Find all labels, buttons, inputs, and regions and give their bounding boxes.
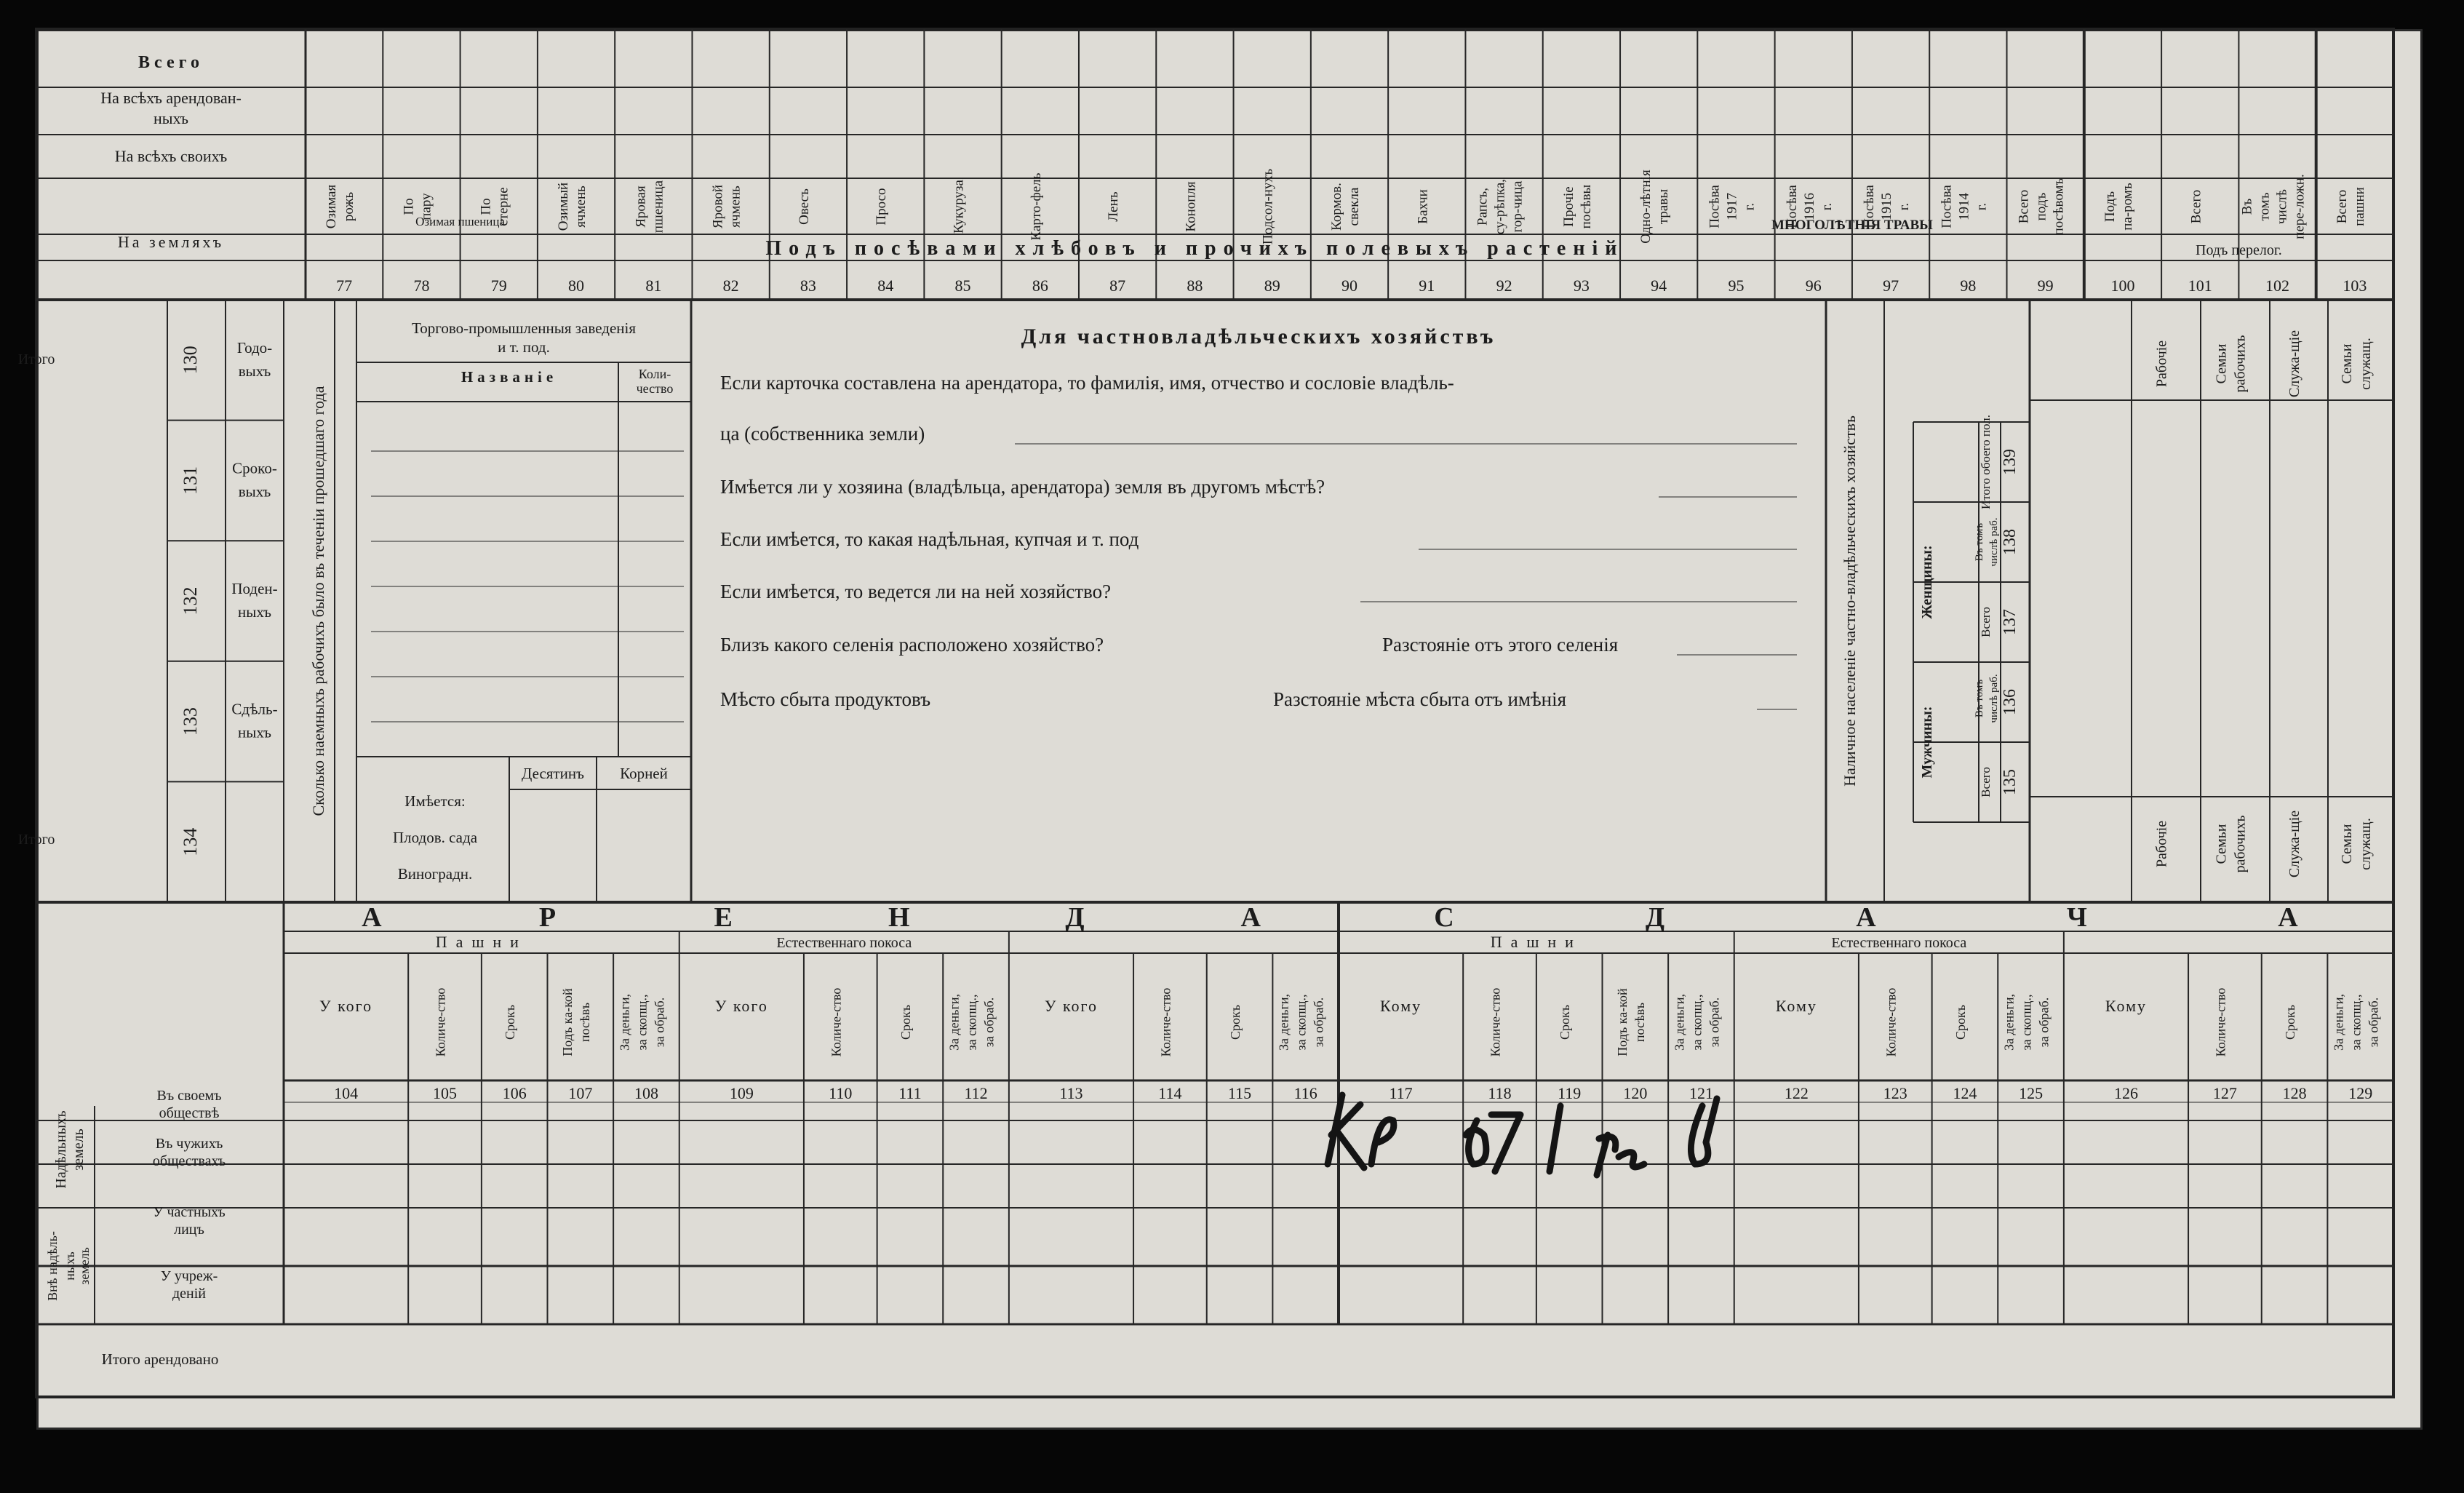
bottom-col-num-118: 118 (1488, 1084, 1512, 1102)
top-col-num-92: 92 (1496, 276, 1512, 295)
top-col-header-97: Посѣва (1862, 185, 1878, 228)
top-col-header-80: Озимый (556, 182, 572, 231)
pop-header-top-1: Семьи (2213, 343, 2230, 384)
workers-vertical-title: Сколько наемныхъ рабочихъ было въ теченіи прошедшаго года (309, 386, 327, 816)
private-line-6: Близъ какого селенія расположено хозяйство? (720, 634, 1104, 656)
top-col-num-82: 82 (722, 276, 739, 295)
bottom-col-header-125: за обраб. (2036, 997, 2052, 1048)
pod-perelog-label: Подъ перелог. (2196, 242, 2282, 258)
bottom-col-header-129: За деньги, (2331, 993, 2346, 1051)
private-line-2: ца (собственника земли) (720, 423, 925, 445)
form-grid (17, 29, 2423, 1430)
top-col-header-89: Подсол-нухъ (1260, 168, 1276, 245)
bottom-col-header-127: Количе-ство (2213, 987, 2228, 1057)
sdacha-pashni-label: Пашни (1490, 933, 1582, 951)
top-col-header-88: Конопля (1183, 181, 1199, 232)
arenda-letter: Е (714, 902, 733, 933)
bottom-col-header-125: за скопщ., (2019, 994, 2034, 1051)
pop-header-bottom-0: Рабочіе (2153, 820, 2170, 868)
bottom-col-header-121: за скопщ., (1689, 994, 1705, 1051)
top-col-header-92: гор-чица (1510, 180, 1526, 233)
mnogoletnie-travy-label: МНОГОЛѢТНІЯ ТРАВЫ (1771, 218, 1933, 233)
sdacha-letter: А (2278, 902, 2298, 933)
bottom-col-header-126: Кому (2105, 997, 2148, 1015)
arenda-pokos-label: Естественнаго покоса (776, 935, 912, 951)
top-col-header-84: Просо (874, 188, 890, 226)
top-col-header-78: По (401, 198, 417, 215)
bottom-col-header-104: У кого (319, 997, 373, 1015)
pop-header-bottom-2: Служа-щіе (2286, 810, 2302, 878)
desyatin-label: Десятинъ (522, 765, 584, 782)
bottom-col-header-113: У кого (1044, 997, 1099, 1015)
top-col-num-85: 85 (954, 276, 971, 295)
trade-name-header: Названіе (460, 368, 558, 386)
row-group-nadelnykh-2: земель (71, 1128, 87, 1171)
band-title: Подъ посѣвами хлѣбовъ и прочихъ полевыхъ растеній (765, 237, 1624, 260)
workers-label-131: Сроко- (232, 459, 277, 477)
bottom-col-header-114: Количе-ство (1158, 987, 1173, 1057)
sdacha-letter: Д (1645, 902, 1665, 933)
top-col-header-100: па-ромъ (2119, 183, 2135, 231)
bottom-col-header-105: Количе-ство (433, 987, 448, 1057)
top-col-header-97: 1915 (1879, 193, 1895, 220)
private-title: Для частновладѣльческихъ хозяйствъ (1021, 325, 1496, 349)
bottom-col-header-121: За деньги, (1672, 993, 1687, 1051)
pop-header-bottom-3: Семьи (2339, 824, 2355, 864)
workers-num-130: 130 (180, 346, 201, 375)
bottom-col-header-108: за обраб. (652, 997, 667, 1048)
top-col-header-79: По (478, 198, 494, 215)
bottom-col-header-124: Срокъ (1953, 1004, 1968, 1040)
bottom-col-header-112: за скопщ., (964, 994, 979, 1051)
top-col-header-81: пшеница (650, 180, 666, 234)
workers-label-130-b: выхъ (238, 362, 271, 380)
top-col-header-78: пару (418, 193, 434, 220)
bottom-col-header-107: Подъ ка-кой (559, 988, 575, 1056)
row-group-vne-2: ныхъ (63, 1251, 77, 1281)
pop-header-top-2: Служа-щіе (2286, 330, 2302, 398)
workers-label-132: Поден- (231, 580, 278, 597)
ozimaya-pshenitsa-label: Озимая пшеница (415, 215, 506, 228)
bottom-col-header-123: Количе-ство (1883, 987, 1899, 1057)
row-group-vne: Внѣ надѣль- (45, 1231, 60, 1301)
bottom-col-header-109: У кого (714, 997, 768, 1015)
top-col-header-103: пашни (2351, 187, 2367, 226)
women-label: Женщины: (1919, 545, 1935, 619)
top-col-header-77: Озимая (324, 184, 340, 229)
pop-header-top-0: Рабочіе (2153, 340, 2170, 388)
private-line-7: Разстояніе отъ этого селенія (1382, 634, 1619, 656)
top-col-num-79: 79 (490, 276, 507, 295)
sdacha-letter: Ч (2067, 902, 2087, 933)
bottom-col-num-125: 125 (2019, 1084, 2044, 1102)
row-u-uchrezh: У учреж- (160, 1268, 218, 1284)
bottom-col-num-124: 124 (1953, 1084, 1977, 1102)
workers-num-133: 133 (180, 707, 201, 736)
top-col-header-90: Кормов. (1329, 183, 1344, 231)
row-label-arendovannykh: На всѣхъ арендован- (100, 89, 242, 107)
bottom-col-num-106: 106 (502, 1084, 527, 1102)
bottom-col-num-111: 111 (898, 1084, 922, 1102)
private-line-4: Если имѣется, то какая надѣльная, купчая и т. под (720, 528, 1139, 550)
private-line-8: Мѣсто сбыта продуктовъ (720, 688, 931, 710)
row-label-svoikh: На всѣхъ своихъ (114, 147, 228, 165)
vinograd-label: Виноградн. (397, 865, 473, 883)
bottom-col-num-117: 117 (1389, 1084, 1413, 1102)
imeetsya-label: Имѣется: (404, 792, 466, 810)
top-col-header-94: травы (1656, 188, 1672, 225)
trade-qty-header: Коли- (638, 367, 671, 381)
men-working-age: Въ томъ (1974, 679, 1985, 718)
top-col-header-95: г. (1742, 202, 1758, 211)
top-col-header-96: Посѣва (1784, 185, 1800, 228)
sad-label: Плодов. сада (392, 829, 478, 846)
total-both-label: Итого обоего пол. (1979, 414, 1993, 510)
population-num-138: 138 (2001, 529, 2020, 555)
top-col-header-98: 1914 (1956, 193, 1972, 220)
men-label: Мужчины: (1919, 706, 1935, 779)
pop-header-top-3: Семьи (2339, 343, 2355, 384)
top-col-num-93: 93 (1573, 276, 1590, 295)
bottom-col-num-110: 110 (829, 1084, 853, 1102)
arenda-letter: Н (888, 902, 910, 933)
bottom-col-header-129: за скопщ., (2348, 994, 2364, 1051)
top-col-header-100: Подъ (2102, 191, 2118, 223)
bottom-col-header-125: За деньги, (2001, 993, 2017, 1051)
top-col-header-80: ячмень (573, 186, 589, 228)
row-label-na-zemlyakh: На земляхъ (117, 233, 225, 251)
top-col-num-98: 98 (1960, 276, 1977, 295)
row-u-chastnykh-2: лицъ (174, 1222, 204, 1238)
bottom-col-header-120: посѣвъ (1632, 1002, 1647, 1043)
bottom-col-num-107: 107 (568, 1084, 593, 1102)
arenda-letter: Д (1065, 902, 1085, 933)
top-col-header-102: Въ (2239, 198, 2255, 215)
top-col-header-92: су-рѣпка, (1492, 178, 1508, 235)
bottom-col-num-105: 105 (433, 1084, 458, 1102)
top-col-header-81: Яровая (633, 186, 649, 228)
row-label-vsego: Всего (138, 53, 204, 72)
top-col-header-92: Рапсъ, (1475, 188, 1491, 226)
top-col-header-98: г. (1974, 202, 1990, 211)
bottom-col-header-119: Срокъ (1558, 1004, 1573, 1040)
top-col-header-103: Всего (2334, 189, 2350, 224)
top-col-num-86: 86 (1032, 276, 1048, 295)
top-col-num-99: 99 (2037, 276, 2054, 295)
row-group-vne-3: земель (77, 1247, 92, 1285)
workers-label-132-b: ныхъ (238, 603, 271, 621)
bottom-col-num-115: 115 (1227, 1084, 1252, 1102)
top-col-header-96: 1916 (1801, 193, 1817, 220)
bottom-col-header-118: Количе-ство (1488, 987, 1503, 1057)
row-label-arendovannykh-2: ныхъ (153, 109, 189, 127)
trade-title: Торгово-промышленныя заведенія (412, 319, 636, 337)
bottom-col-header-108: За деньги, (617, 993, 632, 1051)
top-col-num-84: 84 (877, 276, 894, 295)
top-col-header-85: Кукуруза (951, 180, 967, 234)
bottom-col-num-108: 108 (634, 1084, 658, 1102)
bottom-col-num-113: 113 (1059, 1084, 1083, 1102)
bottom-col-num-123: 123 (1883, 1084, 1907, 1102)
pop-header-top-3: служащ. (2358, 338, 2374, 390)
bottom-col-header-117: Кому (1380, 997, 1422, 1015)
bottom-col-num-129: 129 (2348, 1084, 2373, 1102)
bottom-col-num-109: 109 (729, 1084, 754, 1102)
top-col-num-97: 97 (1883, 276, 1899, 295)
workers-label-133-b: ныхъ (238, 723, 271, 741)
top-col-num-101: 101 (2188, 276, 2212, 295)
bottom-col-header-106: Срокъ (503, 1004, 518, 1040)
trade-title-2: и т. под. (498, 338, 550, 356)
top-col-num-91: 91 (1419, 276, 1435, 295)
census-card-sheet (17, 29, 2423, 1430)
row-v-chuzhikh: Въ чужихъ (155, 1136, 223, 1152)
top-col-num-103: 103 (2343, 276, 2367, 295)
bottom-col-num-122: 122 (1784, 1084, 1809, 1102)
top-col-header-90: свекла (1347, 187, 1362, 226)
workers-num-134: 134 (180, 827, 201, 856)
population-num-139: 139 (2001, 449, 2020, 475)
bottom-col-header-121: за обраб. (1707, 997, 1722, 1048)
top-col-num-102: 102 (2265, 276, 2290, 295)
arenda-letter: А (362, 902, 382, 933)
top-col-header-93: посѣвы (1578, 184, 1594, 229)
women-working-age-2: числѣ раб. (1988, 517, 2000, 567)
bottom-col-header-111: Срокъ (898, 1004, 913, 1040)
trade-qty-header-2: чество (636, 381, 674, 396)
top-col-header-83: Овесъ (796, 188, 812, 225)
row-v-svoem-2: обществѣ (159, 1105, 220, 1121)
top-col-header-87: Ленъ (1106, 191, 1122, 222)
bottom-col-header-115: Срокъ (1228, 1004, 1243, 1040)
bottom-col-num-119: 119 (1558, 1084, 1582, 1102)
row-v-chuzhikh-2: обществахъ (152, 1153, 226, 1169)
top-col-header-86: Карто-фель (1028, 172, 1044, 241)
workers-label-130: Годо- (236, 338, 273, 357)
workers-num-132: 132 (180, 586, 201, 616)
workers-num-131: 131 (180, 466, 201, 495)
private-line-9: Разстояніе мѣста сбыта отъ имѣнія (1273, 688, 1567, 710)
arenda-letter: А (1240, 902, 1261, 933)
pop-header-top-4: Итого (17, 351, 55, 367)
top-col-header-95: 1917 (1724, 193, 1740, 220)
top-col-num-83: 83 (800, 276, 816, 295)
population-vertical-title: Наличное населеніе частно-владѣльческихъ хозяйствъ (1841, 415, 1859, 787)
population-num-136: 136 (2001, 689, 2020, 715)
top-col-num-87: 87 (1109, 276, 1126, 295)
top-col-header-94: Одно-лѣтнія (1638, 170, 1654, 244)
bottom-col-header-112: за обраб. (981, 997, 997, 1048)
bottom-col-header-110: Количе-ство (829, 987, 844, 1057)
bottom-col-header-116: за обраб. (1311, 997, 1326, 1048)
sdacha-letter: С (1434, 902, 1454, 933)
arenda-pashni-label: Пашни (435, 933, 527, 951)
bottom-col-header-116: За деньги, (1276, 993, 1291, 1051)
bottom-col-num-114: 114 (1158, 1084, 1182, 1102)
row-group-nadelnykh: Надѣльныхъ (53, 1110, 69, 1189)
bottom-col-num-112: 112 (964, 1084, 988, 1102)
top-col-num-88: 88 (1187, 276, 1203, 295)
pop-header-bottom-4: Итого (17, 832, 55, 848)
bottom-col-num-104: 104 (334, 1084, 359, 1102)
bottom-col-header-116: за скопщ., (1293, 994, 1309, 1051)
population-num-137: 137 (2001, 609, 2020, 635)
bottom-col-header-120: Подъ ка-кой (1614, 988, 1630, 1056)
population-num-135: 135 (2001, 769, 2020, 795)
top-col-header-99: Всего (2016, 189, 2032, 224)
top-col-header-95: Посѣва (1707, 185, 1723, 228)
top-col-header-96: г. (1819, 202, 1835, 211)
pop-header-bottom-1: Семьи (2213, 824, 2230, 864)
top-col-num-96: 96 (1805, 276, 1822, 295)
private-line-5: Если имѣется, то ведется ли на ней хозяйство? (720, 581, 1112, 602)
top-col-header-101: Всего (2188, 189, 2204, 224)
top-col-header-99: подъ (2033, 192, 2049, 221)
private-line-1: Если карточка составлена на арендатора, то фамилія, имя, отчество и сословіе владѣль- (720, 372, 1454, 394)
top-col-num-80: 80 (568, 276, 585, 295)
top-col-header-79: стерне (495, 187, 511, 226)
top-col-header-91: Бахчи (1415, 189, 1431, 224)
top-col-header-99: посѣвомъ (2051, 178, 2067, 236)
arenda-letter: Р (538, 902, 557, 933)
top-col-header-97: г. (1897, 202, 1913, 211)
korney-label: Корней (620, 765, 668, 782)
top-col-num-81: 81 (645, 276, 662, 295)
women-working-age: Въ томъ (1974, 522, 1985, 562)
top-col-num-94: 94 (1651, 276, 1667, 295)
top-col-num-100: 100 (2110, 276, 2135, 295)
top-col-header-82: ячмень (727, 186, 743, 228)
bottom-col-num-116: 116 (1293, 1084, 1317, 1102)
pop-header-bottom-1: рабочихъ (2232, 815, 2249, 873)
men-vsego: Всего (1979, 767, 1993, 797)
bottom-col-header-129: за обраб. (2366, 997, 2381, 1048)
pop-header-top-1: рабочихъ (2232, 335, 2249, 393)
bottom-col-num-126: 126 (2113, 1084, 2138, 1102)
sdacha-pokos-label: Естественнаго покоса (1831, 935, 1967, 951)
bottom-col-header-122: Кому (1775, 997, 1817, 1015)
top-col-num-77: 77 (336, 276, 353, 295)
total-arendovano: Итого арендовано (101, 1350, 219, 1368)
bottom-col-header-108: за скопщ., (634, 994, 650, 1051)
top-col-header-102: томъ (2257, 192, 2273, 221)
top-col-header-102: числѣ (2274, 189, 2290, 224)
handwritten-entry (1328, 1095, 1717, 1175)
row-v-svoem: Въ своемъ (156, 1088, 222, 1104)
men-working-age-2: числѣ раб. (1988, 674, 2000, 723)
bottom-col-num-127: 127 (2212, 1084, 2237, 1102)
bottom-col-num-120: 120 (1623, 1084, 1648, 1102)
bottom-col-num-121: 121 (1688, 1084, 1713, 1102)
bottom-col-num-128: 128 (2282, 1084, 2307, 1102)
workers-label-131-b: выхъ (238, 482, 271, 501)
bottom-col-header-112: За деньги, (946, 993, 962, 1051)
top-col-num-78: 78 (413, 276, 430, 295)
top-col-num-89: 89 (1264, 276, 1280, 295)
women-vsego: Всего (1979, 607, 1993, 637)
workers-label-133: Сдѣль- (231, 700, 278, 718)
top-col-num-95: 95 (1728, 276, 1745, 295)
pop-header-bottom-3: служащ. (2358, 818, 2374, 870)
top-col-header-77: рожь (341, 191, 357, 222)
row-u-chastnykh: У частныхъ (153, 1204, 226, 1220)
private-line-3: Имѣется ли у хозяина (владѣльца, арендатора) земля въ другомъ мѣстѣ? (720, 476, 1325, 498)
sdacha-letter: А (1856, 902, 1876, 933)
bottom-col-header-128: Срокъ (2283, 1004, 2298, 1040)
row-u-uchrezh-2: деній (172, 1286, 207, 1302)
bottom-col-header-107: посѣвъ (577, 1002, 592, 1043)
top-col-header-102: пере-ложн. (2292, 174, 2308, 239)
top-col-header-82: Яровой (710, 184, 726, 229)
top-col-header-98: Посѣва (1939, 185, 1955, 228)
top-col-num-90: 90 (1341, 276, 1357, 295)
top-col-header-93: Прочіе (1560, 186, 1576, 227)
